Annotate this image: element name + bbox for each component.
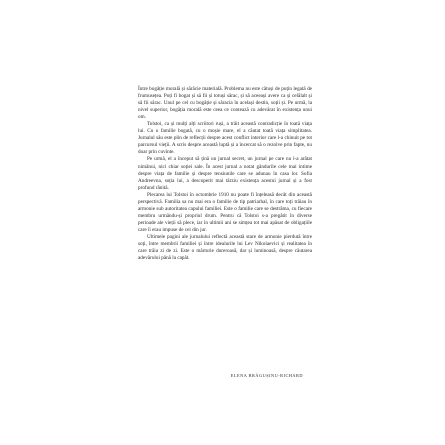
paragraph: Tolstoi, ca și mulți alți scriitori ruși, a trăit această contradicție în toată viața lui. Cu o familie bogată, cu o moșie mare, el a căutat toată viața simplitatea. Jurnalul său este plin de reflecții despre acest conflict interior care l-a chinuit pe tot parcursul vieții. A scris despre această luptă și a încercat să o rezolve prin fapte, nu doar prin cuvinte. (138, 121, 312, 156)
author-signature: ELENA BRĂGUȘINU-RICHARD (230, 373, 303, 378)
body-text (138, 86, 312, 262)
paragraph: Pe urmă, el a început să țină un jurnal secret, un jurnal pe care nu l-a arătat nimănui, nici chiar soției sale. În acest jurnal a notat gândurile cele mai intime despre viața de familie și despre tensiunile care se adunau în casa lor. Sofia Andreevna, soția lui, a descoperit mai târziu existența acestui jurnal și a fost profund rănită. (138, 156, 312, 191)
paragraph: Ultimele pagini ale jurnalului reflectă această stare de armonie pierdută între soți, între membrii familiei și între idealurile lui Lev Nikolaevici și realitatea în care trăia zi de zi. Este o mărturie dureroasă, dar și luminoasă, despre căutarea adevărului până la capăt. (138, 233, 312, 262)
paragraph: Plecarea lui Tolstoi în octombrie 1910 nu poate fi înțeleasă decât din această perspectivă. Familia sa nu mai era o familie de tip patriarhal, în care toți trăiau în armonie sub autoritatea capului familiei. Este o familie care se destrăma, cu fiecare membru urmându-și propriul drum. Pentru că Tolstoi s-a pregătit în diverse perioade ale vieții să plece, iar în ultimii ani se simțea tot mai apăsat de obligațiile care îi erau impuse de cei din jur. (138, 191, 312, 233)
paragraph: Între bogăție morală și sărăcie materială. Problema nu este câtuși de puțin legată de frumusețea. Poți fi bogat și să fii și totuși sărac, și să aceeași avere ca și celălalt și să fii sărac. Unul pe cel cu bogăție și săracia în același destin, soții și. Pe urmă, la nivel superior, bogăția morală este ceea ce contează cu adevărat în existența unui om. (138, 86, 312, 121)
